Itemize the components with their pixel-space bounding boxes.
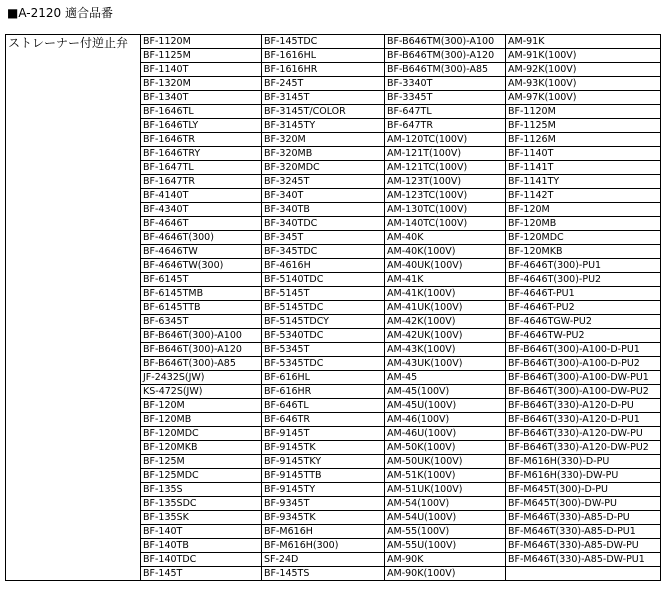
part-number-cell: BF-4646T-PU1: [506, 287, 661, 301]
part-number-cell: BF-B646T(300)-A100-D-PU1: [506, 343, 661, 357]
part-number-cell: BF-M645T(300)-D-PU: [506, 483, 661, 497]
part-number-cell: BF-145T: [141, 567, 262, 581]
part-number-cell: BF-1646TL: [141, 105, 262, 119]
part-number-cell: AM-43K(100V): [385, 343, 506, 357]
part-number-cell: BF-B646T(300)-A100: [141, 329, 262, 343]
part-number-cell: BF-4646TGW-PU2: [506, 315, 661, 329]
part-number-cell: BF-M616H(300): [262, 539, 385, 553]
part-number-cell: KS-472S(JW): [141, 385, 262, 399]
part-number-cell: BF-340T: [262, 189, 385, 203]
part-number-cell: AM-120TC(100V): [385, 133, 506, 147]
part-number-cell: BF-647TR: [385, 119, 506, 133]
part-number-cell: BF-M616H(330)-D-PU: [506, 455, 661, 469]
part-number-cell: BF-1125M: [506, 119, 661, 133]
table-row: [6, 35, 661, 49]
part-number-cell: BF-320M: [262, 133, 385, 147]
part-number-cell: BF-140TDC: [141, 553, 262, 567]
part-number-cell: BF-1125M: [141, 49, 262, 63]
part-number-cell: BF-3340T: [385, 77, 506, 91]
part-number-cell: AM-45U(100V): [385, 399, 506, 413]
part-number-cell: BF-4646TW(300): [141, 259, 262, 273]
part-number-cell: BF-M616H(330)-DW-PU: [506, 469, 661, 483]
part-number-cell: AM-121TC(100V): [385, 161, 506, 175]
part-number-cell: AM-46U(100V): [385, 427, 506, 441]
part-number-cell: AM-55U(100V): [385, 539, 506, 553]
part-number-cell: BF-4616H: [262, 259, 385, 273]
part-number-cell: BF-245T: [262, 77, 385, 91]
part-number-cell: AM-40K: [385, 231, 506, 245]
part-number-cell: AM-92K(100V): [506, 63, 661, 77]
part-number-cell: BF-320MDC: [262, 161, 385, 175]
part-number-cell: AM-90K: [385, 553, 506, 567]
part-number-cell: BF-B646T(330)-A120-DW-PU: [506, 427, 661, 441]
part-number-cell: BF-4140T: [141, 189, 262, 203]
part-number-cell: BF-9145TK: [262, 441, 385, 455]
part-number-cell: BF-1140T: [141, 63, 262, 77]
part-number-cell: BF-B646T(330)-A120-DW-PU2: [506, 441, 661, 455]
part-number-cell: BF-6345T: [141, 315, 262, 329]
part-number-cell: AM-41K(100V): [385, 287, 506, 301]
part-number-cell: BF-345T: [262, 231, 385, 245]
part-number-cell: BF-140T: [141, 525, 262, 539]
part-number-cell: AM-97K(100V): [506, 91, 661, 105]
part-number-cell: BF-1141T: [506, 161, 661, 175]
part-number-cell: BF-4646TW-PU2: [506, 329, 661, 343]
part-number-cell: BF-1340T: [141, 91, 262, 105]
part-number-cell: BF-4340T: [141, 203, 262, 217]
part-number-cell: AM-40K(100V): [385, 245, 506, 259]
part-number-cell: BF-4646T(300)-PU1: [506, 259, 661, 273]
part-number-cell: BF-9345TK: [262, 511, 385, 525]
part-number-cell: BF-1616HR: [262, 63, 385, 77]
part-number-cell: BF-6145TTB: [141, 301, 262, 315]
part-number-cell: AM-93K(100V): [506, 77, 661, 91]
part-number-cell: AM-130TC(100V): [385, 203, 506, 217]
part-number-cell: BF-616HR: [262, 385, 385, 399]
part-number-cell: BF-9145TY: [262, 483, 385, 497]
part-number-cell: BF-1646TLY: [141, 119, 262, 133]
part-number-cell: SF-24D: [262, 553, 385, 567]
part-number-cell: BF-125M: [141, 455, 262, 469]
part-number-cell: BF-125MDC: [141, 469, 262, 483]
part-number-cell: BF-1141TY: [506, 175, 661, 189]
part-number-cell: AM-40UK(100V): [385, 259, 506, 273]
part-number-cell: BF-B646T(300)-A100-D-PU2: [506, 357, 661, 371]
part-number-cell: AM-140TC(100V): [385, 217, 506, 231]
part-number-cell: BF-120MDC: [506, 231, 661, 245]
part-number-cell: AM-41UK(100V): [385, 301, 506, 315]
part-number-cell: BF-646TL: [262, 399, 385, 413]
part-number-cell: AM-50K(100V): [385, 441, 506, 455]
part-number-cell: BF-120MB: [141, 413, 262, 427]
part-number-cell: BF-1120M: [506, 105, 661, 119]
part-number-cell: BF-M646T(330)-A85-DW-PU: [506, 539, 661, 553]
part-number-cell: BF-1142T: [506, 189, 661, 203]
part-number-cell: BF-3245T: [262, 175, 385, 189]
part-number-cell: BF-5345T: [262, 343, 385, 357]
part-number-cell: AM-51UK(100V): [385, 483, 506, 497]
part-number-cell: BF-B646TM(300)-A100: [385, 35, 506, 49]
part-number-cell: BF-5145T: [262, 287, 385, 301]
part-number-cell: BF-6145TMB: [141, 287, 262, 301]
part-number-cell: BF-3145T/COLOR: [262, 105, 385, 119]
part-number-cell: BF-B646TM(300)-A85: [385, 63, 506, 77]
part-number-cell: BF-4646T(300): [141, 231, 262, 245]
part-number-cell: BF-120MKB: [506, 245, 661, 259]
part-number-cell: BF-1120M: [141, 35, 262, 49]
part-number-cell: BF-B646T(330)-A120-D-PU1: [506, 413, 661, 427]
part-number-cell: BF-1320M: [141, 77, 262, 91]
part-number-cell: BF-4646T-PU2: [506, 301, 661, 315]
part-number-cell: BF-6145T: [141, 273, 262, 287]
part-number-cell: BF-B646TM(300)-A120: [385, 49, 506, 63]
part-number-cell: AM-50UK(100V): [385, 455, 506, 469]
part-number-cell: BF-1646TR: [141, 133, 262, 147]
part-number-cell: BF-1140T: [506, 147, 661, 161]
part-number-cell: AM-54U(100V): [385, 511, 506, 525]
part-number-cell: BF-340TB: [262, 203, 385, 217]
part-number-cell: BF-135SK: [141, 511, 262, 525]
part-number-cell: BF-5345TDC: [262, 357, 385, 371]
part-number-cell: BF-320MB: [262, 147, 385, 161]
part-number-cell: BF-120M: [141, 399, 262, 413]
part-number-cell: BF-120MDC: [141, 427, 262, 441]
part-number-cell: AM-90K(100V): [385, 567, 506, 581]
part-number-cell: BF-345TDC: [262, 245, 385, 259]
part-number-cell: BF-1647TR: [141, 175, 262, 189]
part-number-cell: BF-1126M: [506, 133, 661, 147]
part-number-cell: AM-91K(100V): [506, 49, 661, 63]
part-number-cell: BF-1616HL: [262, 49, 385, 63]
part-number-cell: AM-55(100V): [385, 525, 506, 539]
part-number-cell: AM-51K(100V): [385, 469, 506, 483]
part-number-cell: BF-9145T: [262, 427, 385, 441]
part-number-cell: BF-1647TL: [141, 161, 262, 175]
part-number-cell: BF-5145TDC: [262, 301, 385, 315]
part-number-cell: AM-41K: [385, 273, 506, 287]
part-number-cell: BF-145TDC: [262, 35, 385, 49]
part-number-cell: AM-121T(100V): [385, 147, 506, 161]
part-number-cell: BF-M646T(330)-A85-D-PU: [506, 511, 661, 525]
part-number-cell: BF-9145TTB: [262, 469, 385, 483]
part-number-cell: BF-120MKB: [141, 441, 262, 455]
part-number-cell: AM-42K(100V): [385, 315, 506, 329]
part-number-cell: AM-54(100V): [385, 497, 506, 511]
part-number-cell: BF-616HL: [262, 371, 385, 385]
part-number-cell: BF-M646T(330)-A85-D-PU1: [506, 525, 661, 539]
part-number-cell: BF-M646T(330)-A85-DW-PU1: [506, 553, 661, 567]
part-number-cell: AM-45: [385, 371, 506, 385]
part-number-cell: BF-1646TRY: [141, 147, 262, 161]
part-number-cell: BF-B646T(300)-A100-DW-PU2: [506, 385, 661, 399]
part-number-cell: AM-43UK(100V): [385, 357, 506, 371]
part-number-cell: BF-5340TDC: [262, 329, 385, 343]
part-number-cell: BF-3145TY: [262, 119, 385, 133]
part-number-cell: BF-9345T: [262, 497, 385, 511]
part-number-cell: BF-135SDC: [141, 497, 262, 511]
part-number-cell: BF-3145T: [262, 91, 385, 105]
part-number-cell: AM-123T(100V): [385, 175, 506, 189]
part-number-cell: BF-B646T(330)-A120-D-PU: [506, 399, 661, 413]
part-number-cell: BF-B646T(300)-A100-DW-PU1: [506, 371, 661, 385]
part-number-cell: [506, 567, 661, 581]
part-number-cell: BF-B646T(300)-A85: [141, 357, 262, 371]
part-number-cell: BF-120M: [506, 203, 661, 217]
part-number-cell: BF-120MB: [506, 217, 661, 231]
page-title: ■A-2120 適合品番: [7, 6, 113, 20]
compatible-parts-table: [5, 34, 661, 581]
part-number-cell: BF-4646T(300)-PU2: [506, 273, 661, 287]
part-number-cell: AM-45(100V): [385, 385, 506, 399]
part-number-cell: BF-4646TW: [141, 245, 262, 259]
category-label: ストレーナー付逆止弁: [6, 35, 141, 581]
part-number-cell: BF-9145TKY: [262, 455, 385, 469]
part-number-cell: BF-5140TDC: [262, 273, 385, 287]
part-number-cell: BF-M645T(300)-DW-PU: [506, 497, 661, 511]
part-number-cell: AM-123TC(100V): [385, 189, 506, 203]
part-number-cell: BF-135S: [141, 483, 262, 497]
part-number-cell: BF-647TL: [385, 105, 506, 119]
part-number-cell: BF-646TR: [262, 413, 385, 427]
part-number-cell: BF-3345T: [385, 91, 506, 105]
part-number-cell: BF-145TS: [262, 567, 385, 581]
part-number-cell: BF-4646T: [141, 217, 262, 231]
part-number-cell: JF-2432S(JW): [141, 371, 262, 385]
part-number-cell: AM-91K: [506, 35, 661, 49]
part-number-cell: BF-140TB: [141, 539, 262, 553]
part-number-cell: AM-42UK(100V): [385, 329, 506, 343]
part-number-cell: BF-340TDC: [262, 217, 385, 231]
part-number-cell: BF-B646T(300)-A120: [141, 343, 262, 357]
part-number-cell: BF-M616H: [262, 525, 385, 539]
part-number-cell: AM-46(100V): [385, 413, 506, 427]
part-number-cell: BF-5145TDCY: [262, 315, 385, 329]
